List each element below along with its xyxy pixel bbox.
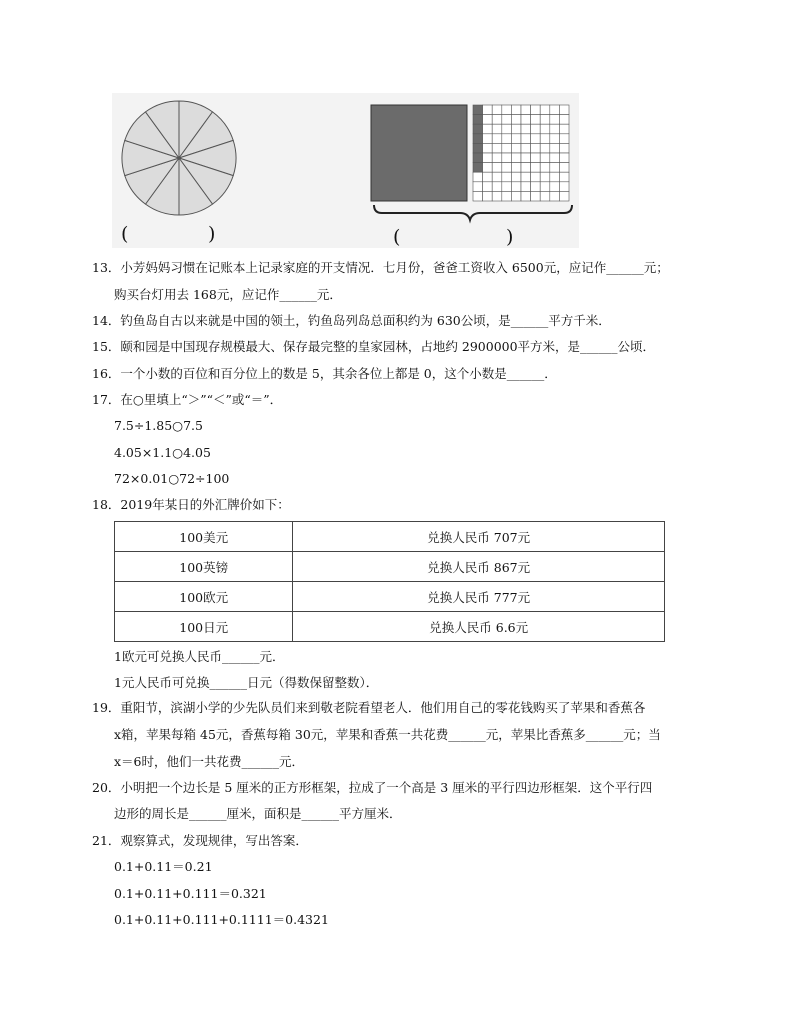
grid-cell bbox=[559, 182, 569, 192]
grid-cell bbox=[483, 191, 493, 201]
grid-cell bbox=[502, 143, 512, 153]
grid-cell bbox=[521, 172, 531, 182]
grid-cell bbox=[531, 172, 541, 182]
grid-cell bbox=[521, 143, 531, 153]
grid-cell bbox=[492, 153, 502, 163]
figure-panel bbox=[112, 93, 579, 248]
grid-cell bbox=[511, 124, 521, 134]
grid-cell bbox=[559, 105, 569, 115]
value-cell: 兑换人民币 867元 bbox=[293, 552, 665, 582]
grid-cell bbox=[473, 163, 483, 173]
q17-line: 17．在○里填上“＞”“＜”或“＝”． bbox=[92, 392, 283, 407]
value-cell: 兑换人民币 707元 bbox=[293, 522, 665, 552]
grid-cell bbox=[483, 115, 493, 125]
grid-cell bbox=[492, 191, 502, 201]
grid-cell bbox=[521, 163, 531, 173]
currency-cell: 100美元 bbox=[115, 522, 293, 552]
grid-cell bbox=[502, 182, 512, 192]
grid-cell bbox=[483, 134, 493, 144]
grid-cell bbox=[511, 153, 521, 163]
grid-cell bbox=[559, 124, 569, 134]
grid-cell bbox=[540, 191, 550, 201]
grid-cell bbox=[502, 124, 512, 134]
grid-cell bbox=[473, 172, 483, 182]
q13-line1: 13．小芳妈妈习惯在记账本上记录家庭的开支情况．七月份，爸爸工资收入 6500元，应记作______元； bbox=[92, 260, 669, 275]
grid-cell bbox=[511, 163, 521, 173]
left-blank-open-paren: ( bbox=[121, 223, 129, 245]
q19-line3: x＝6时，他们一共花费______元． bbox=[114, 754, 305, 769]
grid-cell bbox=[521, 153, 531, 163]
grid-cell bbox=[559, 163, 569, 173]
q21-expr-2: 0.1+0.11+0.111＝0.321 bbox=[114, 886, 267, 901]
grid-cell bbox=[511, 105, 521, 115]
grid-cell bbox=[531, 134, 541, 144]
grid-cell bbox=[483, 153, 493, 163]
grid-cell bbox=[521, 124, 531, 134]
grid-cell bbox=[550, 143, 560, 153]
grid-cell bbox=[531, 143, 541, 153]
grid-cell bbox=[492, 115, 502, 125]
grid-cell bbox=[540, 134, 550, 144]
grid-cell bbox=[473, 134, 483, 144]
grid-cell bbox=[473, 124, 483, 134]
grid-cell bbox=[473, 143, 483, 153]
q20-line2: 边形的周长是______厘米，面积是______平方厘米． bbox=[114, 806, 402, 821]
q21-expr-3: 0.1+0.11+0.111+0.1111＝0.4321 bbox=[114, 912, 329, 927]
grid-cell bbox=[521, 191, 531, 201]
grid-cell bbox=[540, 124, 550, 134]
grid-cell bbox=[531, 163, 541, 173]
value-cell: 兑换人民币 777元 bbox=[293, 582, 665, 612]
table-row bbox=[115, 552, 665, 582]
grid-cell bbox=[531, 105, 541, 115]
grid-cell bbox=[550, 163, 560, 173]
exchange-rate-table bbox=[114, 521, 665, 642]
table-row bbox=[115, 612, 665, 642]
grid-cell bbox=[521, 134, 531, 144]
grid-cell bbox=[511, 134, 521, 144]
grid-cell bbox=[483, 172, 493, 182]
grid-cell bbox=[473, 105, 483, 115]
grid-cell bbox=[531, 124, 541, 134]
grid-cell bbox=[492, 105, 502, 115]
grid-cell bbox=[473, 191, 483, 201]
grid-cell bbox=[483, 143, 493, 153]
grid-cell bbox=[550, 105, 560, 115]
q17-expr-1: 7.5÷1.85○7.5 bbox=[114, 418, 203, 433]
grid-cell bbox=[492, 163, 502, 173]
grid-cell bbox=[473, 153, 483, 163]
grid-cell bbox=[502, 115, 512, 125]
grid-cell bbox=[550, 172, 560, 182]
currency-cell: 100日元 bbox=[115, 612, 293, 642]
grid-square-figure bbox=[368, 93, 573, 248]
grid-cell bbox=[502, 163, 512, 173]
table-row bbox=[115, 582, 665, 612]
grid-cell bbox=[550, 115, 560, 125]
grid-cell bbox=[550, 153, 560, 163]
grid-cell bbox=[531, 191, 541, 201]
grid-cell bbox=[540, 182, 550, 192]
grid-cell bbox=[559, 191, 569, 201]
grid-cell bbox=[559, 172, 569, 182]
grid-cell bbox=[550, 134, 560, 144]
grid-cell bbox=[540, 115, 550, 125]
grid-cell bbox=[511, 143, 521, 153]
grid-cell bbox=[531, 153, 541, 163]
q17-expr-2: 4.05×1.1○4.05 bbox=[114, 445, 211, 460]
grid-cell bbox=[521, 105, 531, 115]
right-blank-close-paren: ) bbox=[506, 226, 514, 248]
q20-line1: 20．小明把一个边长是 5 厘米的正方形框架，拉成了一个高是 3 厘米的平行四边形框架．这个平行四 bbox=[92, 780, 653, 795]
q21-expr-1: 0.1+0.11＝0.21 bbox=[114, 859, 213, 874]
grid-cell bbox=[550, 191, 560, 201]
grid-cell bbox=[559, 143, 569, 153]
q18-line: 18．2019年某日的外汇牌价如下： bbox=[92, 497, 290, 512]
grid-cell bbox=[559, 153, 569, 163]
grid-cell bbox=[502, 172, 512, 182]
q16-line: 16．一个小数的百位和百分位上的数是 5，其余各位上都是 0，这个小数是______． bbox=[92, 366, 557, 381]
grid-cell bbox=[473, 115, 483, 125]
grid-cell bbox=[540, 153, 550, 163]
grid-cell bbox=[492, 182, 502, 192]
grid-cell bbox=[511, 191, 521, 201]
q19-line2: x箱，苹果每箱 45元，香蕉每箱 30元，苹果和香蕉一共花费______元，苹果比香蕉多______元；当 bbox=[114, 727, 661, 742]
currency-cell: 100欧元 bbox=[115, 582, 293, 612]
q17-expr-3: 72×0.01○72÷100 bbox=[114, 471, 230, 486]
value-cell: 兑换人民币 6.6元 bbox=[293, 612, 665, 642]
grid-cell bbox=[559, 134, 569, 144]
q15-line: 15．颐和园是中国现存规模最大、保存最完整的皇家园林，占地约 2900000平方米，是______公顷． bbox=[92, 339, 656, 354]
right-blank-open-paren: ( bbox=[393, 226, 401, 248]
q14-line: 14．钓鱼岛自古以来就是中国的领土，钓鱼岛列岛总面积约为 630公顷，是______平方千米． bbox=[92, 313, 611, 328]
grid-cell bbox=[550, 124, 560, 134]
grid-cell bbox=[502, 134, 512, 144]
grid-cell bbox=[492, 134, 502, 144]
grid-cell bbox=[511, 172, 521, 182]
grid-cell bbox=[492, 143, 502, 153]
grid-cell bbox=[502, 105, 512, 115]
grid-cell bbox=[483, 182, 493, 192]
q18-sub-2: 1元人民币可兑换______日元（得数保留整数）． bbox=[114, 675, 379, 690]
grid-cell bbox=[531, 182, 541, 192]
q13-line2: 购买台灯用去 168元，应记作______元． bbox=[114, 287, 342, 302]
q18-sub-1: 1欧元可兑换人民币______元． bbox=[114, 649, 285, 664]
grid-cell bbox=[540, 163, 550, 173]
grid-cell bbox=[473, 182, 483, 192]
grid-cell bbox=[483, 163, 493, 173]
grid-cell bbox=[502, 191, 512, 201]
table-row bbox=[115, 522, 665, 552]
grid-cell bbox=[550, 182, 560, 192]
grid-cell bbox=[559, 115, 569, 125]
currency-cell: 100英镑 bbox=[115, 552, 293, 582]
q19-line1: 19．重阳节，滨湖小学的少先队员们来到敬老院看望老人．他们用自己的零花钱购买了苹果和香蕉各 bbox=[92, 700, 646, 715]
grid-cell bbox=[492, 124, 502, 134]
grid-cell bbox=[502, 153, 512, 163]
grid-cell bbox=[492, 172, 502, 182]
left-blank-close-paren: ) bbox=[208, 223, 216, 245]
grid-cell bbox=[540, 172, 550, 182]
pie-circle-figure bbox=[115, 93, 245, 223]
grid-cell bbox=[511, 115, 521, 125]
grid-cell bbox=[540, 105, 550, 115]
grid-cell bbox=[483, 124, 493, 134]
q21-line: 21．观察算式，发现规律，写出答案． bbox=[92, 833, 308, 848]
grid-cell bbox=[483, 105, 493, 115]
grid-cell bbox=[521, 182, 531, 192]
grid-cell bbox=[531, 115, 541, 125]
grid-cell bbox=[521, 115, 531, 125]
grid-cell bbox=[540, 143, 550, 153]
grid-cell bbox=[511, 182, 521, 192]
